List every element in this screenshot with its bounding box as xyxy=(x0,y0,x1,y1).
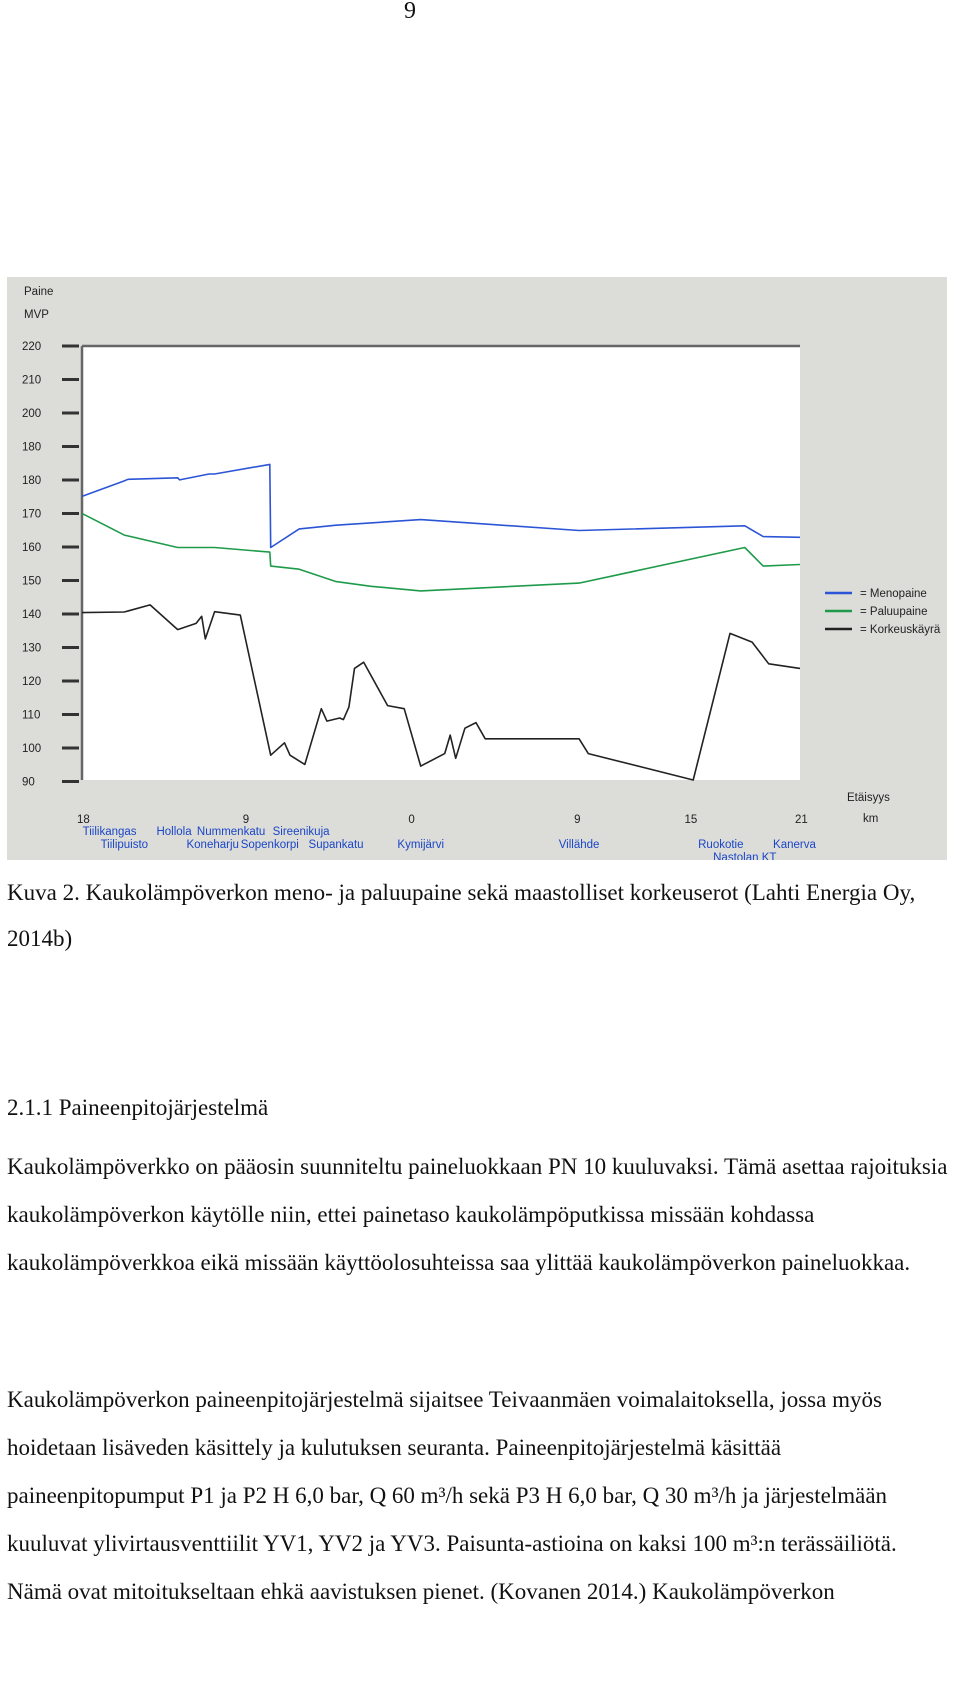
legend-label: = Korkeuskäyrä xyxy=(860,624,941,636)
y-tick-label: 180 xyxy=(22,475,42,487)
y-tick-label: 180 xyxy=(22,441,42,454)
station-label: Villähde xyxy=(558,839,600,851)
station-label: Supankatu xyxy=(308,839,364,851)
station-label: Nummenkatu xyxy=(196,826,266,838)
station-label: Kymijärvi xyxy=(397,839,445,851)
station-label: Sireenikuja xyxy=(272,826,330,838)
y-tick-label: 170 xyxy=(22,508,42,521)
y-axis-unit: MVP xyxy=(24,309,49,321)
y-tick-label: 160 xyxy=(22,542,42,554)
y-tick-label: 120 xyxy=(22,676,42,688)
x-tick-label: 9 xyxy=(242,814,250,826)
x-axis-unit: km xyxy=(863,813,879,825)
y-tick-label: 220 xyxy=(22,341,42,353)
x-tick-label: 15 xyxy=(684,814,698,826)
y-tick-label: 100 xyxy=(22,743,42,755)
paragraph-1: Kaukolämpöverkko on pääosin suunniteltu paineluokkaan PN 10 kuuluvaksi. Tämä asettaa rajoituksia kaukolämpöverkon käytölle niin, ettei painetaso kaukolämpöputkissa missään kohdassa kaukolämpöverkkoa eikä missään käyttöolosuhteissa saa ylittää kaukolämpöverkon paineluokkaa. xyxy=(7,1154,948,1275)
pressure-profile-figure xyxy=(7,277,947,860)
station-label: Sopenkorpi xyxy=(240,839,299,851)
station-label: Tiilipuisto xyxy=(100,839,149,851)
y-tick-label: 110 xyxy=(22,709,41,722)
x-tick-label: 21 xyxy=(795,814,808,826)
y-axis-label: Paine xyxy=(24,286,54,298)
paragraph-2: Kaukolämpöverkon paineenpitojärjestelmä sijaitsee Teivaanmäen voimalaitoksella, jossa myös hoidetaan lisäveden käsittely ja kulutuksen seuranta. Paineenpitojärjestelmä käsittää paineenpitopumput P1 ja P2 H 6,0 bar, Q 60 m³/h sekä P3 H 6,0 bar, Q 30 m³/h ja järjestelmään kuuluvat ylivirtausventtiilit YV1, YV2 ja YV3. Paisunta-astioina on kaksi 100 m³:n terässäiliötä. Nämä ovat mitoitukseltaan ehkä aavistuksen pienet. (Kovanen 2014.) Kaukolämpöverkon xyxy=(7,1387,897,1604)
legend-label: = Paluupaine xyxy=(860,606,928,618)
legend-label: = Menopaine xyxy=(860,588,927,600)
y-tick-label: 130 xyxy=(22,642,42,655)
plot-area xyxy=(82,346,800,780)
page-number: 9 xyxy=(404,0,416,24)
station-label: Tiilikangas xyxy=(82,826,137,838)
y-tick-label: 150 xyxy=(22,575,42,588)
section-heading: 2.1.1 Paineenpitojärjestelmä xyxy=(7,1095,269,1120)
pressure-chart xyxy=(7,277,947,860)
y-tick-label: 140 xyxy=(22,609,42,621)
x-axis-label: Etäisyys xyxy=(847,792,890,804)
station-label: Ruokotie xyxy=(698,839,744,851)
station-label: Koneharju xyxy=(186,839,239,851)
station-label: Nastolan KT xyxy=(713,852,777,860)
station-label: Hollola xyxy=(156,826,192,838)
x-tick-label: 18 xyxy=(77,814,90,826)
y-tick-label: 210 xyxy=(22,374,42,387)
x-tick-label: 9 xyxy=(574,814,581,826)
y-tick-label: 90 xyxy=(22,776,35,789)
y-tick-label: 200 xyxy=(22,408,42,420)
x-tick-label: 0 xyxy=(408,814,415,826)
figure-caption: Kuva 2. Kaukolämpöverkon meno- ja paluupaine sekä maastolliset korkeuserot (Lahti Energia Oy, 2014b) xyxy=(7,880,916,951)
station-label: Kanerva xyxy=(773,839,816,851)
